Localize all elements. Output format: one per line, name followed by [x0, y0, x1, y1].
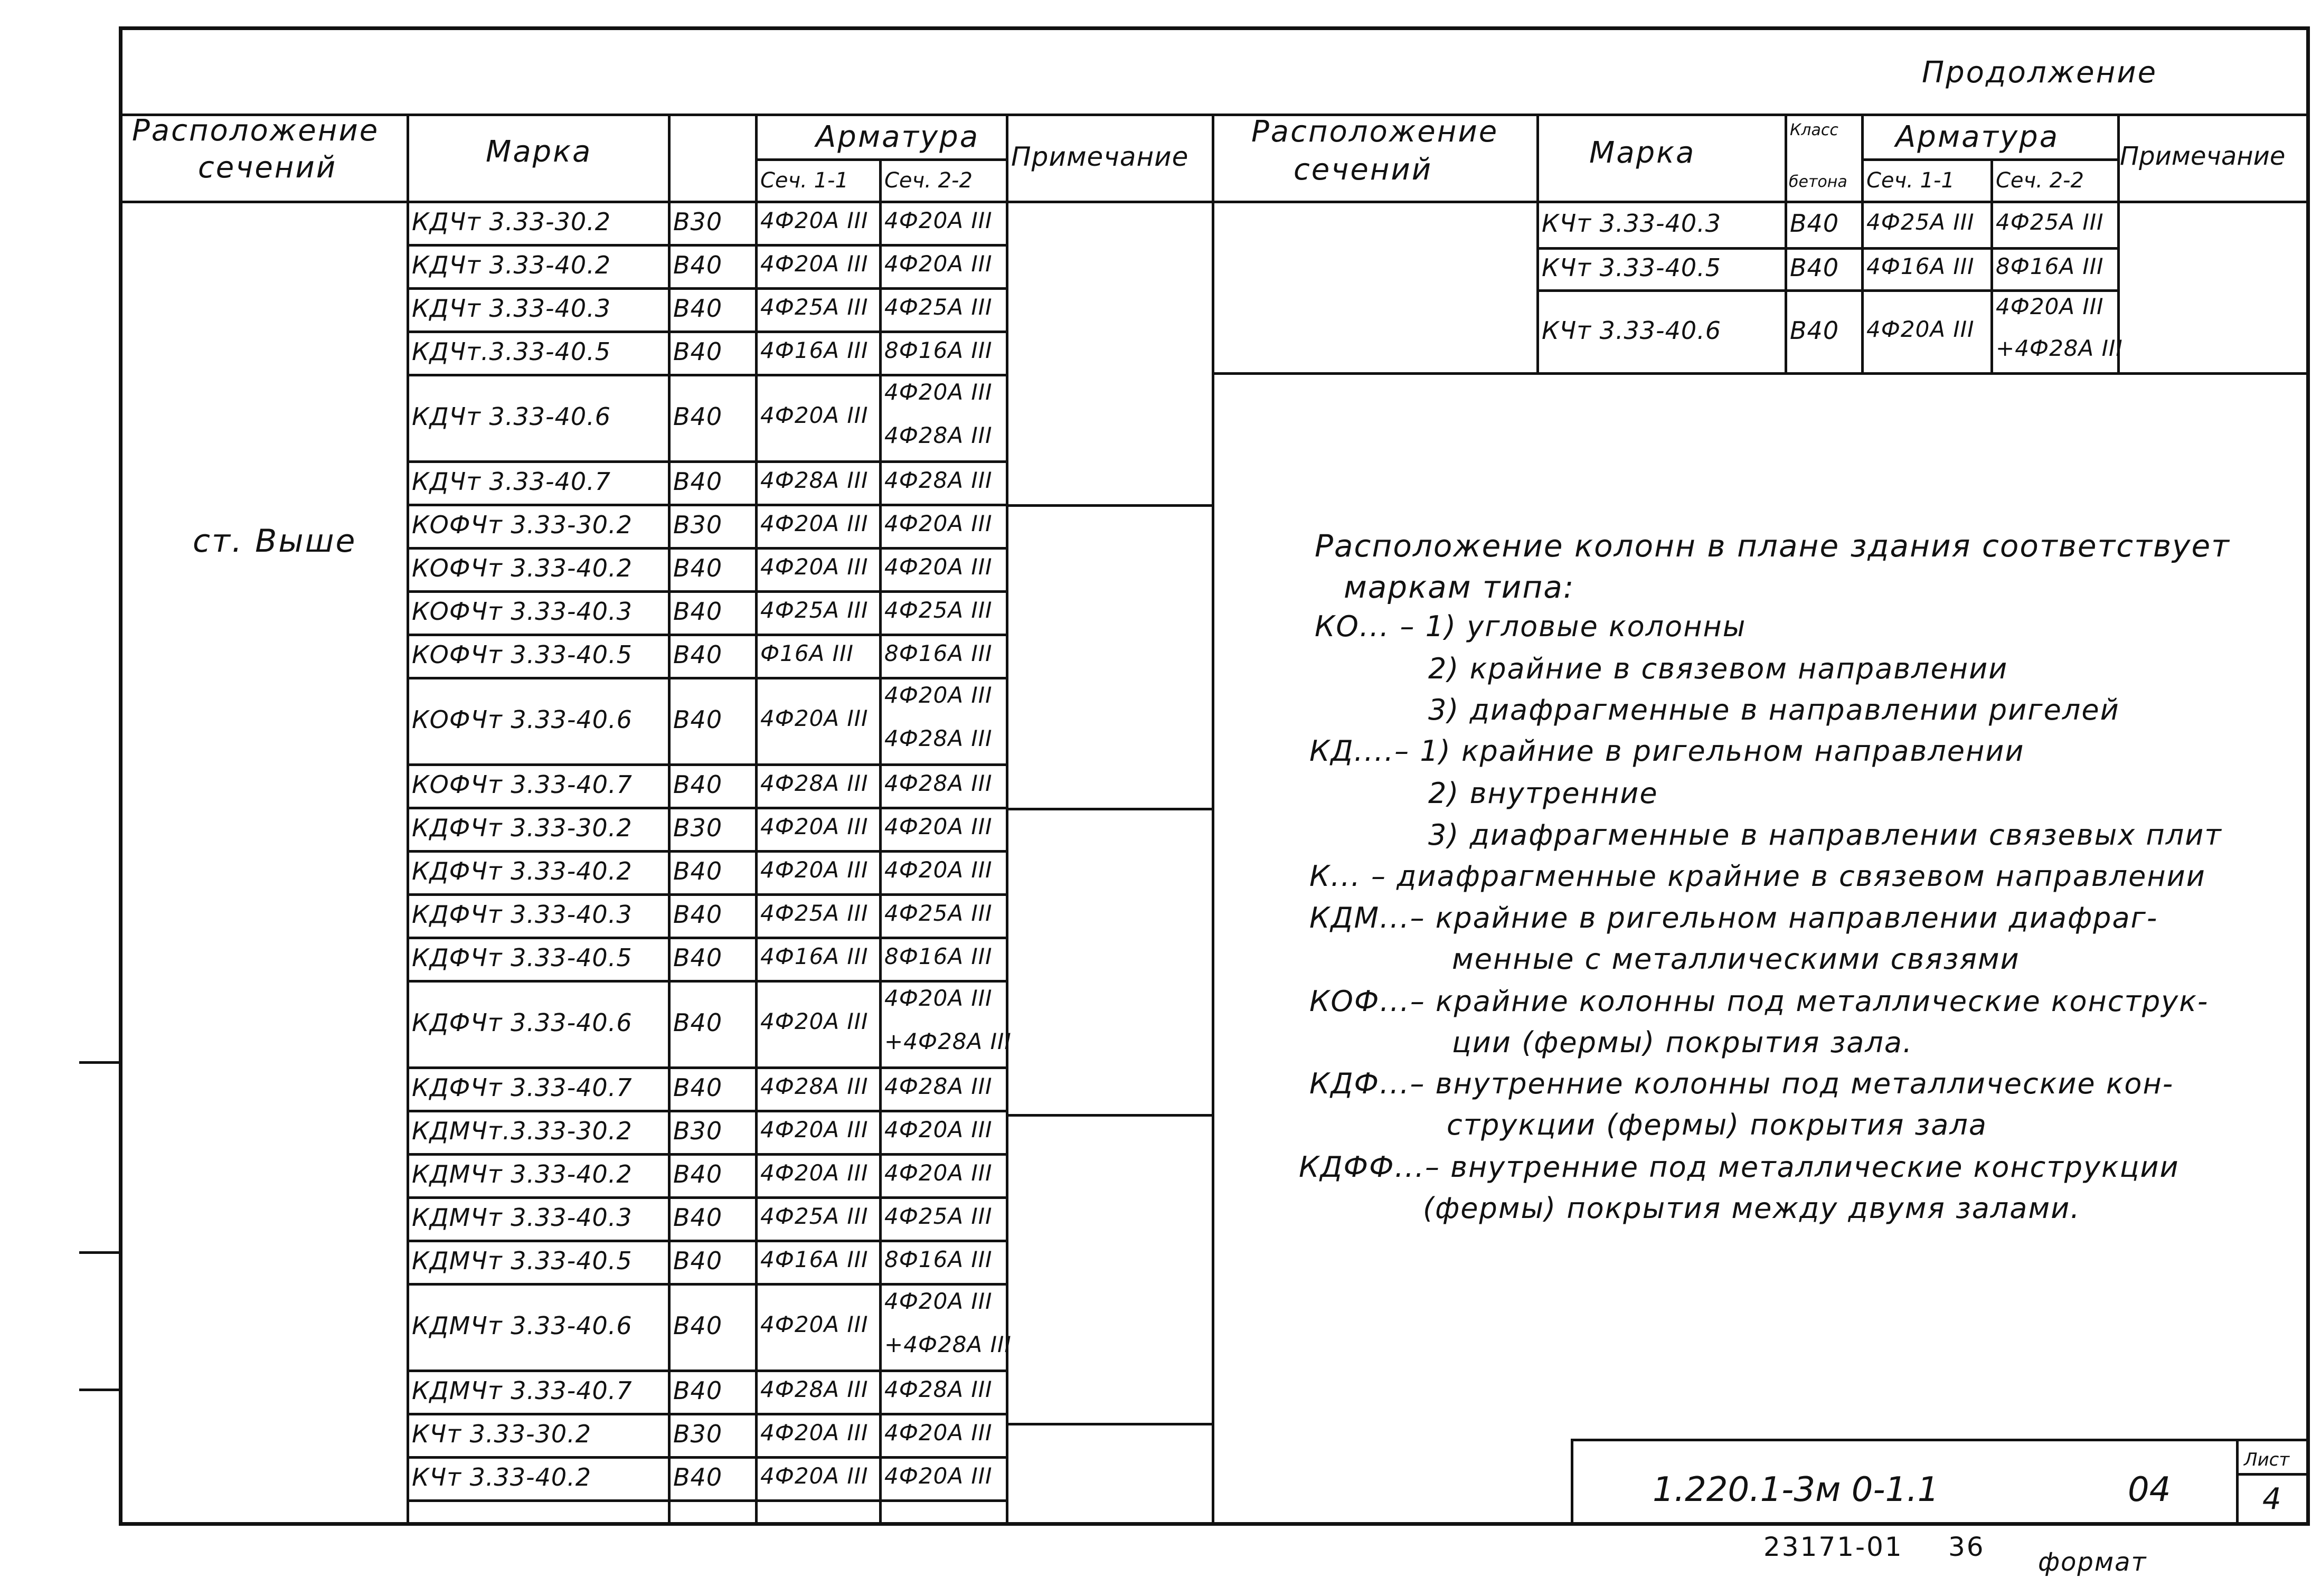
row-sec2: 4Ф20А III: [884, 511, 993, 536]
table-rule: [119, 114, 2310, 116]
row-rule: [407, 1370, 1006, 1372]
row-sec1: 4Ф20А III: [760, 1463, 869, 1489]
row-sec2: 4Ф25А III: [884, 1203, 993, 1229]
row-sec1: 4Ф25А III: [760, 1203, 869, 1229]
stamp-border: [1571, 1439, 2310, 1441]
header-sec2: Сеч. 2-2: [884, 168, 973, 193]
header-concrete-class-line2: бетона: [1789, 173, 1847, 191]
row-concrete-class: В30: [673, 1420, 723, 1448]
row-rule: [407, 1110, 1006, 1112]
row-rule: [407, 980, 1006, 983]
header-location-line1: Расположение: [132, 114, 380, 148]
row-concrete-class: В40: [1790, 253, 1839, 282]
row-rule: [407, 547, 1006, 550]
row-sec2-top: 4Ф20А III: [884, 1288, 993, 1314]
row-rule: [407, 937, 1006, 939]
binding-mark: [79, 1389, 119, 1391]
table-rule: [1006, 504, 1212, 507]
row-mark: КДЧт.3.33-40.5: [412, 337, 611, 366]
footer-number: 36: [1948, 1532, 1985, 1562]
stamp-border: [2236, 1473, 2310, 1476]
row-sec2: 8Ф16А III: [884, 640, 993, 666]
note-line: КДФ...– внутренние колонны под металлические кон-: [1309, 1067, 2174, 1100]
row-concrete-class: В40: [673, 554, 723, 582]
row-sec1: 4Ф20А III: [760, 857, 869, 883]
row-concrete-class: В40: [673, 770, 723, 799]
row-sec1: 4Ф20А III: [760, 1311, 869, 1337]
row-concrete-class: В40: [673, 1073, 723, 1102]
row-mark: КОФЧт 3.33-40.7: [412, 770, 633, 799]
row-mark: КДЧт 3.33-40.3: [412, 294, 611, 323]
table-rule: [119, 201, 1212, 203]
row-concrete-class: В40: [673, 943, 723, 972]
row-sec2: 4Ф28А III: [884, 467, 993, 493]
row-sec2: 4Ф28А III: [884, 1073, 993, 1099]
note-line: КДФФ...– внутренние под металлические конструкции: [1299, 1150, 2180, 1184]
table-rule: [1212, 201, 2310, 203]
row-sec1: 4Ф25А III: [1866, 209, 1975, 235]
header-location-line2-right: сечений: [1294, 153, 1433, 187]
table-rule: [1536, 247, 2117, 250]
row-sec2: 4Ф20А III: [884, 857, 993, 883]
row-sec1: 4Ф28А III: [760, 1073, 869, 1099]
row-mark: КДМЧт 3.33-40.3: [412, 1203, 633, 1232]
row-sec2: 4Ф25А III: [1996, 209, 2104, 235]
row-concrete-class: В40: [673, 1008, 723, 1037]
row-sec2-bottom: +4Ф28А III: [1996, 335, 2123, 361]
row-mark: КДЧт 3.33-40.6: [412, 402, 611, 431]
row-concrete-class: В40: [673, 1311, 723, 1340]
section-location-value: ст. Выше: [193, 523, 357, 560]
row-concrete-class: В40: [673, 597, 723, 626]
row-sec1: 4Ф25А III: [760, 294, 869, 320]
table-rule: [755, 114, 758, 1526]
row-rule: [407, 1240, 1006, 1242]
row-sec2-bottom: 4Ф28А III: [884, 725, 993, 751]
note-line: К... – диафрагменные крайние в связевом направлении: [1309, 860, 2206, 893]
row-rule: [407, 287, 1006, 290]
row-sec2-top: 4Ф20А III: [884, 379, 993, 405]
table-rule: [1006, 1114, 1212, 1117]
row-mark: КДМЧт.3.33-30.2: [412, 1117, 633, 1145]
header-armature-right: Арматура: [1895, 120, 2060, 154]
note-line: КО... – 1) угловые колонны: [1315, 610, 1747, 643]
header-location-line1-right: Расположение: [1251, 115, 1499, 149]
note-line: менные с металлическими связями: [1452, 942, 2020, 976]
row-rule: [407, 460, 1006, 463]
row-sec2: 4Ф20А III: [884, 1463, 993, 1489]
table-rule: [755, 158, 1008, 161]
row-sec1: 4Ф20А III: [760, 251, 869, 277]
row-sec2: 4Ф20А III: [884, 1420, 993, 1446]
sheet-number: 4: [2262, 1482, 2281, 1516]
row-concrete-class: В30: [673, 207, 723, 236]
row-sec1: 4Ф20А III: [760, 814, 869, 839]
row-mark: КДФЧт 3.33-30.2: [412, 814, 633, 842]
row-sec1: 4Ф20А III: [760, 554, 869, 580]
row-sec1: 4Ф20А III: [1866, 316, 1975, 342]
row-sec2: 4Ф20А III: [884, 554, 993, 580]
row-sec2-bottom: 4Ф28А III: [884, 422, 993, 448]
row-rule: [407, 807, 1006, 809]
row-mark: КДЧт 3.33-40.7: [412, 467, 611, 496]
row-concrete-class: В40: [673, 294, 723, 323]
row-mark: КДФЧт 3.33-40.6: [412, 1008, 633, 1037]
row-mark: КОФЧт 3.33-40.2: [412, 554, 633, 582]
row-rule: [407, 1456, 1006, 1459]
row-concrete-class: В40: [673, 1376, 723, 1405]
header-concrete-class-line1: Класс: [1790, 121, 1838, 139]
row-sec1: 4Ф16А III: [760, 943, 869, 969]
row-sec1: 4Ф20А III: [760, 1160, 869, 1186]
row-concrete-class: В40: [673, 337, 723, 366]
header-armature: Арматура: [816, 120, 980, 154]
row-concrete-class: В40: [673, 640, 723, 669]
header-sec1-right: Сеч. 1-1: [1866, 168, 1955, 193]
row-rule: [407, 504, 1006, 506]
header-sec1: Сеч. 1-1: [760, 168, 848, 193]
row-concrete-class: В40: [673, 251, 723, 279]
row-mark: КЧт 3.33-40.5: [1542, 253, 1722, 282]
row-concrete-class: В30: [673, 511, 723, 539]
row-sec1: 4Ф25А III: [760, 597, 869, 623]
row-mark: КДМЧт 3.33-40.2: [412, 1160, 633, 1188]
row-sec2: 4Ф20А III: [884, 1160, 993, 1186]
row-mark: КДМЧт 3.33-40.5: [412, 1246, 633, 1275]
row-sec1: 4Ф16А III: [1866, 253, 1975, 279]
row-mark: КДМЧт 3.33-40.6: [412, 1311, 633, 1340]
row-rule: [407, 1413, 1006, 1415]
stamp-border: [2236, 1439, 2239, 1526]
row-sec1: Ф16А III: [760, 640, 854, 666]
header-mark: Марка: [486, 135, 592, 169]
row-concrete-class: В40: [673, 402, 723, 431]
row-sec2-top: 4Ф20А III: [884, 985, 993, 1011]
row-sec1: 4Ф20А III: [760, 1420, 869, 1446]
row-sec1: 4Ф28А III: [760, 467, 869, 493]
row-concrete-class: В40: [673, 1160, 723, 1188]
row-concrete-class: В30: [673, 814, 723, 842]
note-line: струкции (фермы) покрытия зала: [1447, 1108, 1987, 1141]
sheet-label: Лист: [2244, 1449, 2290, 1470]
row-rule: [407, 590, 1006, 593]
row-sec1: 4Ф20А III: [760, 1008, 869, 1034]
row-mark: КДМЧт 3.33-40.7: [412, 1376, 633, 1405]
row-mark: КОФЧт 3.33-30.2: [412, 511, 633, 539]
row-sec2-bottom: +4Ф28А III: [884, 1028, 1012, 1054]
table-rule: [668, 114, 671, 1526]
note-line: 3) диафрагменные в направлении связевых плит: [1428, 818, 2222, 852]
table-rule: [1536, 114, 1539, 372]
stamp-border: [1571, 1439, 1573, 1526]
row-rule: [407, 677, 1006, 679]
note-line: (фермы) покрытия между двумя залами.: [1423, 1192, 2081, 1225]
inventory-number: 23171-01: [1763, 1532, 1903, 1562]
row-sec1: 4Ф20А III: [760, 402, 869, 428]
row-sec2-top: 4Ф20А III: [1996, 294, 2104, 319]
row-mark: КОФЧт 3.33-40.5: [412, 640, 633, 669]
row-sec1: 4Ф20А III: [760, 705, 869, 731]
row-sec2: 4Ф28А III: [884, 770, 993, 796]
table-rule: [1785, 114, 1787, 372]
continuation-label: Продолжение: [1922, 55, 2158, 90]
row-mark: КДФЧт 3.33-40.3: [412, 900, 633, 929]
document-code: 1.220.1-3м 0-1.1: [1653, 1470, 1939, 1509]
row-sec1: 4Ф16А III: [760, 337, 869, 363]
row-rule: [407, 1499, 1006, 1502]
note-line: КОФ...– крайние колонны под металлические конструк-: [1309, 985, 2209, 1018]
row-concrete-class: В40: [673, 1246, 723, 1275]
row-rule: [407, 1153, 1006, 1156]
row-sec1: 4Ф16А III: [760, 1246, 869, 1272]
header-location-line2: сечений: [198, 150, 337, 185]
table-rule: [1861, 114, 1864, 372]
row-rule: [407, 374, 1006, 376]
table-rule: [407, 114, 409, 1526]
binding-mark: [79, 1251, 119, 1254]
row-sec2: 4Ф20А III: [884, 1117, 993, 1142]
row-concrete-class: В30: [673, 1117, 723, 1145]
row-concrete-class: В40: [1790, 316, 1839, 345]
row-sec2: 4Ф25А III: [884, 900, 993, 926]
row-sec2: 4Ф25А III: [884, 294, 993, 320]
note-line: 2) внутренние: [1428, 777, 1658, 810]
row-mark: КЧт 3.33-40.6: [1542, 316, 1722, 345]
row-mark: КЧт 3.33-40.2: [412, 1463, 592, 1491]
row-rule: [407, 1283, 1006, 1286]
row-mark: КДЧт 3.33-40.2: [412, 251, 611, 279]
row-sec2-top: 4Ф20А III: [884, 682, 993, 708]
row-sec1: 4Ф20А III: [760, 511, 869, 536]
row-sec2: 4Ф20А III: [884, 814, 993, 839]
header-mark-right: Марка: [1589, 136, 1696, 170]
row-rule: [407, 1066, 1006, 1069]
row-sec2: 4Ф20А III: [884, 207, 993, 233]
header-note-right: Примечание: [2120, 141, 2286, 171]
row-rule: [407, 244, 1006, 247]
row-mark: КЧт 3.33-30.2: [412, 1420, 592, 1448]
row-concrete-class: В40: [673, 1203, 723, 1232]
note-line: ции (фермы) покрытия зала.: [1452, 1026, 1913, 1059]
row-rule: [407, 634, 1006, 636]
table-rule: [1990, 158, 1993, 372]
row-sec2-bottom: +4Ф28А III: [884, 1331, 1012, 1357]
format-label: формат: [2038, 1547, 2147, 1577]
row-sec1: 4Ф25А III: [760, 900, 869, 926]
row-mark: КДФЧт 3.33-40.7: [412, 1073, 633, 1102]
note-line: КД....– 1) крайние в ригельном направлении: [1309, 734, 2025, 768]
row-rule: [407, 850, 1006, 853]
note-line: маркам типа:: [1344, 569, 1575, 605]
row-concrete-class: В40: [673, 1463, 723, 1491]
row-concrete-class: В40: [673, 705, 723, 734]
row-mark: КДФЧт 3.33-40.5: [412, 943, 633, 972]
table-rule: [1006, 808, 1212, 810]
row-concrete-class: В40: [1790, 209, 1839, 238]
row-sec2: 8Ф16А III: [884, 943, 993, 969]
row-mark: КДЧт 3.33-30.2: [412, 207, 611, 236]
binding-mark: [79, 1061, 119, 1064]
note-line: 3) диафрагменные в направлении ригелей: [1428, 693, 2120, 726]
table-rule: [1212, 114, 1214, 1526]
row-sec2: 4Ф28А III: [884, 1376, 993, 1402]
row-mark: КОФЧт 3.33-40.6: [412, 705, 633, 734]
row-sec2: 4Ф20А III: [884, 251, 993, 277]
row-sec1: 4Ф20А III: [760, 1117, 869, 1142]
note-line: 2) крайние в связевом направлении: [1428, 652, 2008, 685]
table-rule: [1006, 114, 1008, 1526]
row-sec1: 4Ф28А III: [760, 1376, 869, 1402]
row-sec2: 8Ф16А III: [884, 337, 993, 363]
header-sec2-right: Сеч. 2-2: [1996, 168, 2084, 193]
row-concrete-class: В40: [673, 857, 723, 885]
row-rule: [407, 763, 1006, 766]
row-sec2: 8Ф16А III: [884, 1246, 993, 1272]
table-rule: [879, 158, 882, 1526]
row-sec2: 8Ф16А III: [1996, 253, 2104, 279]
row-rule: [407, 330, 1006, 333]
row-sec1: 4Ф20А III: [760, 207, 869, 233]
note-line: Расположение колонн в плане здания соответствует: [1315, 528, 2230, 564]
note-line: КДМ...– крайние в ригельном направлении диафраг-: [1309, 901, 2158, 934]
row-concrete-class: В40: [673, 467, 723, 496]
row-mark: КДФЧт 3.33-40.2: [412, 857, 633, 885]
document-index: 04: [2128, 1470, 2171, 1509]
table-rule: [1536, 289, 2117, 292]
row-sec1: 4Ф28А III: [760, 770, 869, 796]
row-rule: [407, 893, 1006, 896]
row-mark: КЧт 3.33-40.3: [1542, 209, 1722, 238]
row-concrete-class: В40: [673, 900, 723, 929]
row-mark: КОФЧт 3.33-40.3: [412, 597, 633, 626]
header-note: Примечание: [1011, 141, 1189, 172]
table-rule: [1006, 1423, 1212, 1425]
row-rule: [407, 1196, 1006, 1199]
table-rule: [1212, 372, 2310, 375]
row-sec2: 4Ф25А III: [884, 597, 993, 623]
